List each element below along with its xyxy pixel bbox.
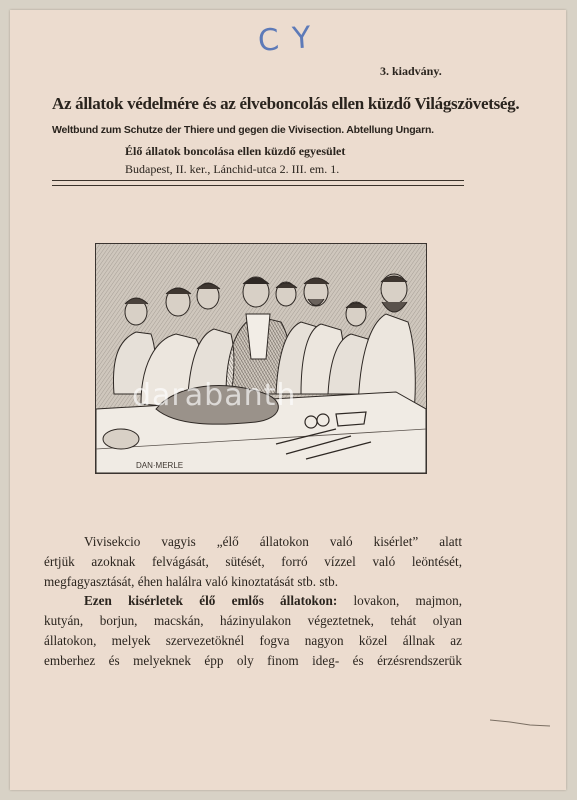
organization-name: Élő állatok boncolása ellen küzdő egyesület (125, 144, 346, 158)
document-subtitle: Weltbund zum Schutze der Thiere und gegen die Vivisection. Abtellung Ungarn. (52, 124, 434, 136)
artist-signature: DAN·MERLE (136, 461, 184, 470)
body-line: kutyán, borjun, macskán, házinyulakon végeztetnek, tehát olyan (44, 613, 462, 629)
vivisection-illustration (95, 243, 427, 474)
body-line: Vivisekcio vagyis „élő állatokon való kisérlet” alatt (84, 534, 462, 549)
body-line-bold (44, 591, 462, 611)
handwritten-annotation: C Y (256, 20, 314, 59)
body-line: állatokon, melyek szervezetöknél fogva nagyon közel állnak az (44, 632, 462, 648)
edition-label: 3. kiadvány. (380, 64, 442, 78)
bold-phrase: Ezen kisérletek élő emlős állatokon: (84, 593, 338, 609)
bowl (103, 429, 139, 449)
header-rule-thick (52, 180, 464, 181)
watermark: darabanth (132, 378, 297, 413)
body-line: megfagyasztását, éhen halálra való kinoztatását stb. stb. (44, 573, 339, 589)
body-line: emberhez és melyeknek épp oly finom ideg- és érzésrendszerük (44, 652, 462, 668)
organization-address: Budapest, II. ker., Lánchid-utca 2. III. em. 1. (125, 162, 340, 176)
body-line-rest: lovakon, majmon, (337, 593, 462, 609)
header-rule-thin (52, 185, 464, 186)
document-title: Az állatok védelmére és az élveboncolás ellen küzdő Világszövetség. (52, 94, 520, 113)
body-text (44, 532, 462, 671)
engraving-drawing (96, 244, 426, 473)
paper-tear-mark (490, 718, 550, 728)
body-line: értjük azoknak felvágását, sütését, forró vízzel való leöntését, (44, 553, 462, 569)
